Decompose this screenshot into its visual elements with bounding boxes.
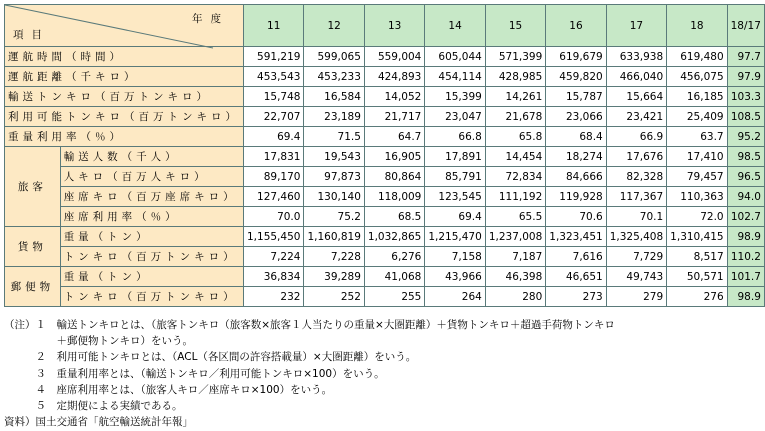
value-cell: 456,075 — [667, 67, 727, 87]
value-cell: 1,237,008 — [485, 227, 545, 247]
value-cell: 46,398 — [485, 267, 545, 287]
value-cell: 7,187 — [485, 247, 545, 267]
value-cell: 25,409 — [667, 107, 727, 127]
table-row — [5, 227, 765, 247]
value-cell: 23,189 — [304, 107, 364, 127]
value-cell: 23,047 — [425, 107, 485, 127]
value-cell: 80,864 — [364, 167, 424, 187]
value-cell: 17,410 — [667, 147, 727, 167]
row-label: 利用可能トンキロ（百万トンキロ） — [5, 107, 244, 127]
value-cell: 280 — [485, 287, 545, 307]
ratio-cell: 103.3 — [727, 87, 764, 107]
table-row — [5, 247, 765, 267]
value-cell: 276 — [667, 287, 727, 307]
ratio-cell: 98.9 — [727, 227, 764, 247]
corner-header — [5, 5, 244, 47]
value-cell: 111,192 — [485, 187, 545, 207]
ratio-cell: 98.5 — [727, 147, 764, 167]
value-cell: 16,905 — [364, 147, 424, 167]
value-cell: 50,571 — [667, 267, 727, 287]
value-cell: 118,009 — [364, 187, 424, 207]
value-cell: 15,787 — [546, 87, 606, 107]
row-label: 人キロ（百万人キロ） — [60, 167, 243, 187]
value-cell: 633,938 — [606, 47, 666, 67]
table-row — [5, 287, 765, 307]
value-cell: 15,399 — [425, 87, 485, 107]
value-cell: 619,679 — [546, 47, 606, 67]
year-header: 17 — [606, 5, 666, 47]
value-cell: 23,066 — [546, 107, 606, 127]
value-cell: 36,834 — [244, 267, 304, 287]
value-cell: 68.4 — [546, 127, 606, 147]
value-cell: 19,543 — [304, 147, 364, 167]
year-header: 13 — [364, 5, 424, 47]
note-line: （注）１ 輸送トンキロとは、（旅客トンキロ（旅客数×旅客１人当たりの重量×大圏距離）＋貨物トンキロ＋超過手荷物トンキロ — [4, 319, 615, 331]
value-cell: 130,140 — [304, 187, 364, 207]
value-cell: 1,325,408 — [606, 227, 666, 247]
table-body — [5, 5, 765, 307]
value-cell: 17,676 — [606, 147, 666, 167]
year-header: 11 — [244, 5, 304, 47]
group-label: 旅客 — [5, 147, 61, 227]
note-line: ４ 座席利用率とは、（旅客人キロ／座席キロ×100）をいう。 — [4, 383, 333, 396]
value-cell: 453,233 — [304, 67, 364, 87]
item-label: 項目 — [13, 29, 50, 41]
value-cell: 41,068 — [364, 267, 424, 287]
value-cell: 84,666 — [546, 167, 606, 187]
table-row — [5, 107, 765, 127]
value-cell: 7,224 — [244, 247, 304, 267]
value-cell: 15,748 — [244, 87, 304, 107]
value-cell: 14,261 — [485, 87, 545, 107]
ratio-cell: 97.7 — [727, 47, 764, 67]
value-cell: 39,289 — [304, 267, 364, 287]
value-cell: 428,985 — [485, 67, 545, 87]
value-cell: 16,185 — [667, 87, 727, 107]
value-cell: 14,454 — [485, 147, 545, 167]
ratio-cell: 110.2 — [727, 247, 764, 267]
value-cell: 64.7 — [364, 127, 424, 147]
value-cell: 69.4 — [244, 127, 304, 147]
value-cell: 65.5 — [485, 207, 545, 227]
year-header: 18 — [667, 5, 727, 47]
ratio-cell: 102.7 — [727, 207, 764, 227]
value-cell: 72,834 — [485, 167, 545, 187]
value-cell: 68.5 — [364, 207, 424, 227]
row-label: 重量利用率（％） — [5, 127, 244, 147]
value-cell: 85,791 — [425, 167, 485, 187]
table-row — [5, 267, 765, 287]
table-row — [5, 187, 765, 207]
value-cell: 1,310,415 — [667, 227, 727, 247]
note-line: ２ 利用可能トンキロとは、（ACL（各区間の許容搭載量）×大圏距離）をいう。 — [4, 351, 417, 364]
row-label: 重量（トン） — [60, 267, 243, 287]
row-label: 座席キロ（百万座席キロ） — [60, 187, 243, 207]
row-label: 運航時間（時間） — [5, 47, 244, 67]
row-label: トンキロ（百万トンキロ） — [60, 287, 243, 307]
value-cell: 22,707 — [244, 107, 304, 127]
source-line: 資料）国土交通省「航空輸送統計年報」 — [4, 416, 193, 429]
value-cell: 7,228 — [304, 247, 364, 267]
ratio-cell: 95.2 — [727, 127, 764, 147]
value-cell: 21,717 — [364, 107, 424, 127]
ratio-cell: 98.9 — [727, 287, 764, 307]
notes — [4, 317, 615, 430]
value-cell: 7,616 — [546, 247, 606, 267]
row-label: 運航距離（千キロ） — [5, 67, 244, 87]
value-cell: 63.7 — [667, 127, 727, 147]
value-cell: 66.9 — [606, 127, 666, 147]
table-row — [5, 87, 765, 107]
table-row — [5, 207, 765, 227]
group-label: 貨物 — [5, 227, 61, 267]
value-cell: 1,215,470 — [425, 227, 485, 247]
value-cell: 17,891 — [425, 147, 485, 167]
value-cell: 453,543 — [244, 67, 304, 87]
ratio-cell: 97.9 — [727, 67, 764, 87]
year-header: 14 — [425, 5, 485, 47]
group-label: 郵便物 — [5, 267, 61, 307]
value-cell: 46,651 — [546, 267, 606, 287]
note-line: ５ 定期便による実績である。 — [4, 400, 183, 413]
value-cell: 279 — [606, 287, 666, 307]
value-cell: 7,158 — [425, 247, 485, 267]
table-row — [5, 127, 765, 147]
value-cell: 65.8 — [485, 127, 545, 147]
value-cell: 43,966 — [425, 267, 485, 287]
value-cell: 14,052 — [364, 87, 424, 107]
value-cell: 273 — [546, 287, 606, 307]
value-cell: 232 — [244, 287, 304, 307]
value-cell: 110,363 — [667, 187, 727, 207]
value-cell: 49,743 — [606, 267, 666, 287]
value-cell: 23,421 — [606, 107, 666, 127]
value-cell: 21,678 — [485, 107, 545, 127]
value-cell: 15,664 — [606, 87, 666, 107]
value-cell: 605,044 — [425, 47, 485, 67]
value-cell: 89,170 — [244, 167, 304, 187]
ratio-cell: 94.0 — [727, 187, 764, 207]
value-cell: 8,517 — [667, 247, 727, 267]
note-line: ＋郵便物トンキロ）をいう。 — [4, 335, 193, 348]
value-cell: 1,155,450 — [244, 227, 304, 247]
row-label: トンキロ（百万トンキロ） — [60, 247, 243, 267]
value-cell: 70.1 — [606, 207, 666, 227]
ratio-cell: 96.5 — [727, 167, 764, 187]
year-header: 16 — [546, 5, 606, 47]
value-cell: 70.6 — [546, 207, 606, 227]
value-cell: 264 — [425, 287, 485, 307]
statistics-table — [4, 4, 765, 307]
value-cell: 117,367 — [606, 187, 666, 207]
table-row — [5, 67, 765, 87]
value-cell: 571,399 — [485, 47, 545, 67]
row-label: 重量（トン） — [60, 227, 243, 247]
value-cell: 16,584 — [304, 87, 364, 107]
value-cell: 18,274 — [546, 147, 606, 167]
value-cell: 1,160,819 — [304, 227, 364, 247]
value-cell: 66.8 — [425, 127, 485, 147]
value-cell: 6,276 — [364, 247, 424, 267]
value-cell: 97,873 — [304, 167, 364, 187]
row-label: 輸送トンキロ（百万トンキロ） — [5, 87, 244, 107]
value-cell: 123,545 — [425, 187, 485, 207]
table-row — [5, 47, 765, 67]
year-header: 15 — [485, 5, 545, 47]
value-cell: 559,004 — [364, 47, 424, 67]
value-cell: 69.4 — [425, 207, 485, 227]
value-cell: 454,114 — [425, 67, 485, 87]
value-cell: 599,065 — [304, 47, 364, 67]
value-cell: 252 — [304, 287, 364, 307]
ratio-header: 18/17 — [727, 5, 764, 47]
value-cell: 75.2 — [304, 207, 364, 227]
value-cell: 127,460 — [244, 187, 304, 207]
value-cell: 459,820 — [546, 67, 606, 87]
year-header: 12 — [304, 5, 364, 47]
value-cell: 119,928 — [546, 187, 606, 207]
year-label: 年度 — [192, 13, 229, 25]
value-cell: 1,032,865 — [364, 227, 424, 247]
ratio-cell: 108.5 — [727, 107, 764, 127]
value-cell: 1,323,451 — [546, 227, 606, 247]
ratio-cell: 101.7 — [727, 267, 764, 287]
value-cell: 79,457 — [667, 167, 727, 187]
header-row — [5, 5, 765, 47]
row-label: 座席利用率（％） — [60, 207, 243, 227]
value-cell: 7,729 — [606, 247, 666, 267]
value-cell: 255 — [364, 287, 424, 307]
row-label: 輸送人数（千人） — [60, 147, 243, 167]
table-row — [5, 147, 765, 167]
value-cell: 82,328 — [606, 167, 666, 187]
value-cell: 72.0 — [667, 207, 727, 227]
note-line: ３ 重量利用率とは、（輸送トンキロ／利用可能トンキロ×100）をいう。 — [4, 367, 385, 380]
value-cell: 591,219 — [244, 47, 304, 67]
table-row — [5, 167, 765, 187]
value-cell: 17,831 — [244, 147, 304, 167]
value-cell: 71.5 — [304, 127, 364, 147]
value-cell: 424,893 — [364, 67, 424, 87]
value-cell: 466,040 — [606, 67, 666, 87]
value-cell: 619,480 — [667, 47, 727, 67]
value-cell: 70.0 — [244, 207, 304, 227]
